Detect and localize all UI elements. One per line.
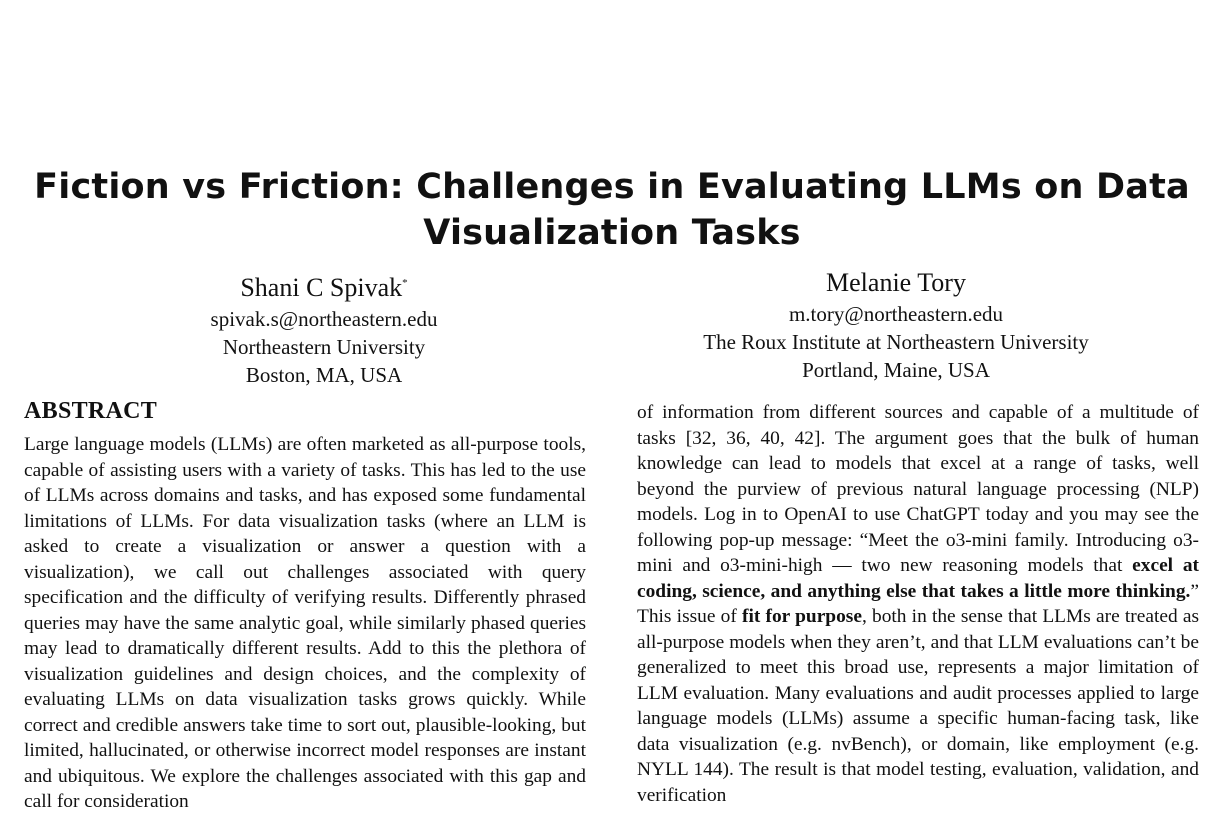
author-block-1 xyxy=(24,266,624,389)
author-affiliation: Northeastern University xyxy=(222,335,426,359)
paper-title-line-2: Visualization Tasks xyxy=(423,213,801,253)
paper-title xyxy=(0,164,1224,256)
intro-text-segment: ” This issue of xyxy=(637,580,1199,627)
author-name: Shani C Spivak* xyxy=(240,273,408,302)
author-email: spivak.s@northeastern.edu xyxy=(210,307,438,331)
intro-text-segment: of information from different sources and capable of a multitude of tasks [32, 36, 40, 42]. The argument goes that the bulk of human knowledge can lead to models that excel at a range of tasks, well beyond the purview of previous natural language processing (NLP) models. Log in to OpenAI to use ChatGPT today and you may see the following pop-up message: “Meet the o3-mini family. Introducing o3-mini and o3-mini-high — two new reasoning models that xyxy=(637,402,1199,576)
author-name: Melanie Tory xyxy=(826,268,966,297)
abstract-body: Large language models (LLMs) are often marketed as all-purpose tools, capable of assisting users with a variety of tasks. This has led to the use of LLMs across domains and tasks, and has exposed some fundamental limitations of LLMs. For data visualization tasks (where an LLM is asked to create a visualization or answer a question with a visualization), we call out challenges associated with query specification and the difficulty of verifying results. Differently phrased queries may have the same analytic goal, while similarly phased queries may lead to dramatically different results. Add to this the plethora of visualization guidelines and design choices, and the complexity of evaluating LLMs on data visualization tasks grows quickly. While correct and credible answers take time to sort out, plausible-looking, but limited, hallucinated, or otherwise incorrect model responses are instant and ubiquitous. We explore the challenges associated with this gap and call for consideration xyxy=(24,434,586,812)
quote-emphasis: excel at coding, science, and anything else that takes a little more thinking. xyxy=(637,555,1199,602)
author-affiliation: The Roux Institute at Northeastern University xyxy=(703,330,1089,354)
paper-title-line-1: Fiction vs Friction: Challenges in Evaluating LLMs on Data xyxy=(34,167,1190,207)
fit-for-purpose-emphasis: fit for purpose xyxy=(742,606,862,627)
author-footnote-mark: * xyxy=(402,277,408,289)
author-email: m.tory@northeastern.edu xyxy=(788,302,1004,326)
abstract-heading: ABSTRACT xyxy=(24,398,158,424)
abstract-section xyxy=(24,396,586,815)
author-location: Boston, MA, USA xyxy=(245,363,403,387)
intro-text-segment: , both in the sense that LLMs are treated as all-purpose models when they aren’t, and that LLM evaluations can’t be generalized to meet this broad use, represents a major limitation of LLM evaluation. Many evaluations and audit processes applied to large language models (LLMs) assume a specific human-facing task, like data visualization (e.g. nvBench), or domain, like employment (e.g. NYLL 144). The result is that model testing, evaluation, validation, and verification xyxy=(637,606,1199,806)
right-column-text xyxy=(637,400,1199,808)
author-block-2 xyxy=(596,266,1196,384)
intro-paragraph xyxy=(637,400,1199,808)
author-location: Portland, Maine, USA xyxy=(802,358,990,382)
